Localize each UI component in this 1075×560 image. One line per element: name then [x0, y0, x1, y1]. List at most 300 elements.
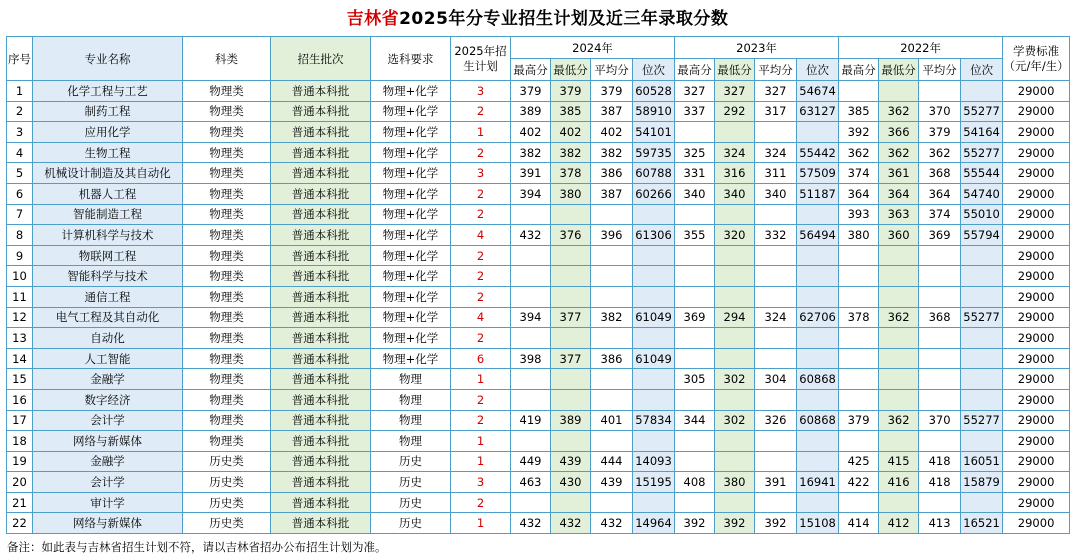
row-y24-rank: 61306	[633, 225, 675, 246]
row-major-name: 智能制造工程	[33, 204, 183, 225]
row-y23-rank: 51187	[797, 183, 839, 204]
row-y22-rank	[961, 492, 1003, 513]
row-plan: 1	[451, 513, 511, 534]
table-row	[7, 328, 1070, 349]
row-fee: 29000	[1003, 513, 1070, 534]
row-y22-avg: 362	[919, 142, 961, 163]
row-y22-rank: 54740	[961, 183, 1003, 204]
row-y24-rank: 15195	[633, 472, 675, 493]
row-y23-min: 292	[715, 101, 755, 122]
row-y23-min: 320	[715, 225, 755, 246]
row-requirement: 物理	[371, 389, 451, 410]
row-category: 历史类	[183, 492, 271, 513]
row-plan: 2	[451, 142, 511, 163]
row-y22-min: 412	[879, 513, 919, 534]
row-y23-rank: 63127	[797, 101, 839, 122]
row-y23-max	[675, 286, 715, 307]
title-province: 吉林省	[346, 9, 400, 29]
row-fee: 29000	[1003, 348, 1070, 369]
row-batch: 普通本科批	[271, 204, 371, 225]
row-y23-avg: 392	[755, 513, 797, 534]
row-y23-rank	[797, 328, 839, 349]
row-plan: 2	[451, 266, 511, 287]
row-category: 物理类	[183, 81, 271, 102]
row-batch: 普通本科批	[271, 81, 371, 102]
row-batch: 普通本科批	[271, 451, 371, 472]
row-y24-avg	[591, 328, 633, 349]
table-row	[7, 369, 1070, 390]
row-seq: 17	[7, 410, 33, 431]
row-y23-min	[715, 266, 755, 287]
row-requirement: 物理+化学	[371, 225, 451, 246]
row-y22-max: 422	[839, 472, 879, 493]
row-y24-min	[551, 369, 591, 390]
row-fee: 29000	[1003, 492, 1070, 513]
row-y23-max: 340	[675, 183, 715, 204]
row-y22-rank	[961, 245, 1003, 266]
row-plan: 1	[451, 451, 511, 472]
row-major-name: 机器人工程	[33, 183, 183, 204]
row-major-name: 通信工程	[33, 286, 183, 307]
header-2022-min: 最低分	[879, 59, 919, 81]
row-y22-max	[839, 328, 879, 349]
row-y23-avg: 391	[755, 472, 797, 493]
row-batch: 普通本科批	[271, 389, 371, 410]
table-row	[7, 225, 1070, 246]
row-y24-avg: 386	[591, 348, 633, 369]
header-2023-min: 最低分	[715, 59, 755, 81]
row-y23-avg: 327	[755, 81, 797, 102]
row-category: 历史类	[183, 472, 271, 493]
row-y23-max	[675, 348, 715, 369]
table-row	[7, 451, 1070, 472]
table-row	[7, 163, 1070, 184]
row-y24-max	[511, 328, 551, 349]
row-requirement: 物理+化学	[371, 142, 451, 163]
row-y22-avg	[919, 348, 961, 369]
table-row	[7, 389, 1070, 410]
header-category: 科类	[183, 37, 271, 81]
row-requirement: 物理+化学	[371, 204, 451, 225]
header-requirement: 选科要求	[371, 37, 451, 81]
row-y24-avg: 444	[591, 451, 633, 472]
row-y24-avg: 439	[591, 472, 633, 493]
row-y22-max	[839, 369, 879, 390]
row-major-name: 计算机科学与技术	[33, 225, 183, 246]
row-y23-max	[675, 328, 715, 349]
row-requirement: 历史	[371, 492, 451, 513]
row-y23-min	[715, 245, 755, 266]
table-row	[7, 307, 1070, 328]
row-y24-max: 389	[511, 101, 551, 122]
row-y23-avg: 332	[755, 225, 797, 246]
row-y23-avg	[755, 266, 797, 287]
row-y22-rank: 55010	[961, 204, 1003, 225]
row-y23-rank	[797, 286, 839, 307]
row-y23-max: 337	[675, 101, 715, 122]
row-fee: 29000	[1003, 183, 1070, 204]
row-y24-max	[511, 492, 551, 513]
header-2022-avg: 平均分	[919, 59, 961, 81]
row-y23-rank	[797, 122, 839, 143]
row-batch: 普通本科批	[271, 513, 371, 534]
row-y22-min: 362	[879, 410, 919, 431]
page-title	[0, 0, 1075, 36]
row-batch: 普通本科批	[271, 225, 371, 246]
header-fee: 学费标准（元/年/生）	[1003, 37, 1070, 81]
row-y22-rank: 16051	[961, 451, 1003, 472]
row-seq: 21	[7, 492, 33, 513]
row-fee: 29000	[1003, 472, 1070, 493]
row-requirement: 历史	[371, 451, 451, 472]
row-y23-avg	[755, 328, 797, 349]
row-y22-rank: 55794	[961, 225, 1003, 246]
row-category: 物理类	[183, 183, 271, 204]
row-y23-min	[715, 122, 755, 143]
header-row-1	[7, 37, 1070, 59]
row-y23-min	[715, 286, 755, 307]
row-y23-max: 344	[675, 410, 715, 431]
row-y23-rank	[797, 204, 839, 225]
row-y22-avg: 370	[919, 101, 961, 122]
row-y23-avg	[755, 245, 797, 266]
row-y24-max	[511, 266, 551, 287]
row-y23-rank: 57509	[797, 163, 839, 184]
row-batch: 普通本科批	[271, 348, 371, 369]
row-fee: 29000	[1003, 81, 1070, 102]
row-major-name: 数字经济	[33, 389, 183, 410]
row-y22-avg	[919, 245, 961, 266]
row-y23-max: 305	[675, 369, 715, 390]
row-y23-avg	[755, 389, 797, 410]
row-y23-max	[675, 245, 715, 266]
row-seq: 12	[7, 307, 33, 328]
row-fee: 29000	[1003, 204, 1070, 225]
row-y24-rank	[633, 492, 675, 513]
row-requirement: 物理+化学	[371, 183, 451, 204]
row-y23-avg: 324	[755, 307, 797, 328]
row-y23-avg: 324	[755, 142, 797, 163]
row-requirement: 历史	[371, 513, 451, 534]
row-plan: 3	[451, 163, 511, 184]
row-y22-rank	[961, 81, 1003, 102]
row-y23-avg	[755, 451, 797, 472]
row-y22-avg	[919, 266, 961, 287]
row-batch: 普通本科批	[271, 410, 371, 431]
row-y23-rank: 54674	[797, 81, 839, 102]
row-y24-min: 379	[551, 81, 591, 102]
row-plan: 2	[451, 328, 511, 349]
row-y22-max: 393	[839, 204, 879, 225]
row-y23-rank	[797, 245, 839, 266]
row-fee: 29000	[1003, 142, 1070, 163]
row-major-name: 化学工程与工艺	[33, 81, 183, 102]
row-plan: 2	[451, 286, 511, 307]
row-y22-avg: 369	[919, 225, 961, 246]
row-y24-max	[511, 369, 551, 390]
row-y24-rank: 60266	[633, 183, 675, 204]
row-plan: 3	[451, 81, 511, 102]
row-y23-min	[715, 204, 755, 225]
row-y23-min: 392	[715, 513, 755, 534]
row-plan: 2	[451, 204, 511, 225]
row-plan: 2	[451, 492, 511, 513]
row-y24-min: 378	[551, 163, 591, 184]
row-y23-avg	[755, 204, 797, 225]
row-y24-min	[551, 431, 591, 452]
header-2023: 2023年	[675, 37, 839, 59]
row-y22-min: 362	[879, 101, 919, 122]
row-y24-max	[511, 245, 551, 266]
header-2024-avg: 平均分	[591, 59, 633, 81]
row-y22-avg: 368	[919, 307, 961, 328]
header-2023-avg: 平均分	[755, 59, 797, 81]
row-y22-max: 385	[839, 101, 879, 122]
row-seq: 14	[7, 348, 33, 369]
header-2023-rank: 位次	[797, 59, 839, 81]
header-2024-max: 最高分	[511, 59, 551, 81]
row-y23-avg	[755, 348, 797, 369]
row-y24-rank: 59735	[633, 142, 675, 163]
row-plan: 4	[451, 225, 511, 246]
row-y24-min: 389	[551, 410, 591, 431]
row-y24-min: 377	[551, 307, 591, 328]
table-row	[7, 81, 1070, 102]
row-y23-rank: 55442	[797, 142, 839, 163]
row-seq: 5	[7, 163, 33, 184]
row-category: 物理类	[183, 266, 271, 287]
row-y22-rank	[961, 431, 1003, 452]
row-y23-min	[715, 451, 755, 472]
row-major-name: 智能科学与技术	[33, 266, 183, 287]
row-major-name: 网络与新媒体	[33, 513, 183, 534]
row-seq: 7	[7, 204, 33, 225]
row-y24-min	[551, 492, 591, 513]
row-y23-min: 302	[715, 410, 755, 431]
row-plan: 1	[451, 369, 511, 390]
row-y24-avg	[591, 369, 633, 390]
row-y24-avg	[591, 389, 633, 410]
row-y23-rank	[797, 348, 839, 369]
row-y22-min: 415	[879, 451, 919, 472]
row-y22-avg	[919, 389, 961, 410]
row-major-name: 人工智能	[33, 348, 183, 369]
row-plan: 2	[451, 183, 511, 204]
table-row	[7, 266, 1070, 287]
row-y24-min: 377	[551, 348, 591, 369]
row-category: 历史类	[183, 513, 271, 534]
row-y24-avg: 387	[591, 101, 633, 122]
row-plan: 4	[451, 307, 511, 328]
row-y24-rank: 58910	[633, 101, 675, 122]
row-y22-max	[839, 245, 879, 266]
table-row	[7, 410, 1070, 431]
row-y24-max: 432	[511, 513, 551, 534]
row-seq: 3	[7, 122, 33, 143]
row-y22-min: 362	[879, 307, 919, 328]
row-major-name: 电气工程及其自动化	[33, 307, 183, 328]
row-y22-min: 363	[879, 204, 919, 225]
row-y24-rank: 54101	[633, 122, 675, 143]
row-y24-avg	[591, 431, 633, 452]
row-y23-max	[675, 122, 715, 143]
row-y22-rank	[961, 389, 1003, 410]
row-fee: 29000	[1003, 163, 1070, 184]
row-y22-max: 374	[839, 163, 879, 184]
row-y24-max: 379	[511, 81, 551, 102]
row-y22-min: 361	[879, 163, 919, 184]
row-y24-avg: 396	[591, 225, 633, 246]
row-major-name: 自动化	[33, 328, 183, 349]
row-y24-avg	[591, 204, 633, 225]
row-y22-avg: 370	[919, 410, 961, 431]
row-y24-rank	[633, 245, 675, 266]
row-plan: 2	[451, 389, 511, 410]
table-body	[7, 81, 1070, 534]
row-category: 物理类	[183, 245, 271, 266]
row-fee: 29000	[1003, 389, 1070, 410]
row-y24-min	[551, 389, 591, 410]
row-y23-avg: 311	[755, 163, 797, 184]
row-y23-min: 324	[715, 142, 755, 163]
row-batch: 普通本科批	[271, 163, 371, 184]
row-batch: 普通本科批	[271, 369, 371, 390]
row-y24-max: 419	[511, 410, 551, 431]
row-seq: 16	[7, 389, 33, 410]
row-y22-avg: 379	[919, 122, 961, 143]
row-category: 物理类	[183, 389, 271, 410]
row-y22-max	[839, 266, 879, 287]
row-major-name: 金融学	[33, 451, 183, 472]
row-seq: 22	[7, 513, 33, 534]
row-y22-max	[839, 286, 879, 307]
row-y24-min	[551, 286, 591, 307]
row-y23-rank: 62706	[797, 307, 839, 328]
row-y23-rank: 60868	[797, 410, 839, 431]
row-y23-min	[715, 348, 755, 369]
row-y24-avg: 382	[591, 142, 633, 163]
row-fee: 29000	[1003, 431, 1070, 452]
row-seq: 19	[7, 451, 33, 472]
row-y22-avg: 418	[919, 451, 961, 472]
header-2022-max: 最高分	[839, 59, 879, 81]
row-y23-max: 355	[675, 225, 715, 246]
header-2022: 2022年	[839, 37, 1003, 59]
row-plan: 2	[451, 245, 511, 266]
row-plan: 2	[451, 101, 511, 122]
row-y24-min: 402	[551, 122, 591, 143]
row-y22-min: 366	[879, 122, 919, 143]
row-y23-max: 369	[675, 307, 715, 328]
row-requirement: 物理	[371, 431, 451, 452]
row-batch: 普通本科批	[271, 122, 371, 143]
row-y22-rank: 55544	[961, 163, 1003, 184]
row-y22-rank	[961, 348, 1003, 369]
row-y23-max	[675, 451, 715, 472]
row-requirement: 物理+化学	[371, 307, 451, 328]
row-y24-avg	[591, 245, 633, 266]
row-plan: 3	[451, 472, 511, 493]
row-y24-rank: 60788	[633, 163, 675, 184]
row-seq: 13	[7, 328, 33, 349]
row-y24-min: 432	[551, 513, 591, 534]
row-category: 物理类	[183, 348, 271, 369]
row-requirement: 物理+化学	[371, 163, 451, 184]
row-y23-min: 294	[715, 307, 755, 328]
row-seq: 9	[7, 245, 33, 266]
row-y24-min	[551, 266, 591, 287]
row-y22-rank: 55277	[961, 307, 1003, 328]
table-row	[7, 472, 1070, 493]
row-y24-max: 382	[511, 142, 551, 163]
row-y23-max: 325	[675, 142, 715, 163]
row-y22-min	[879, 348, 919, 369]
row-y22-max: 378	[839, 307, 879, 328]
header-name: 专业名称	[33, 37, 183, 81]
row-y23-rank: 56494	[797, 225, 839, 246]
row-seq: 10	[7, 266, 33, 287]
row-y22-rank: 55277	[961, 410, 1003, 431]
row-y24-min	[551, 328, 591, 349]
row-fee: 29000	[1003, 266, 1070, 287]
row-requirement: 物理+化学	[371, 245, 451, 266]
row-category: 物理类	[183, 101, 271, 122]
row-y22-rank	[961, 328, 1003, 349]
row-y23-min	[715, 492, 755, 513]
row-y24-max: 398	[511, 348, 551, 369]
row-y22-max: 392	[839, 122, 879, 143]
row-y23-max	[675, 389, 715, 410]
row-category: 物理类	[183, 204, 271, 225]
header-2023-max: 最高分	[675, 59, 715, 81]
row-category: 历史类	[183, 451, 271, 472]
row-seq: 18	[7, 431, 33, 452]
row-y24-max: 463	[511, 472, 551, 493]
row-fee: 29000	[1003, 369, 1070, 390]
row-fee: 29000	[1003, 307, 1070, 328]
row-y22-avg	[919, 492, 961, 513]
row-y24-avg: 432	[591, 513, 633, 534]
row-category: 物理类	[183, 369, 271, 390]
row-y24-max	[511, 389, 551, 410]
row-major-name: 制药工程	[33, 101, 183, 122]
row-y23-min: 327	[715, 81, 755, 102]
row-y23-rank	[797, 266, 839, 287]
row-y22-avg: 418	[919, 472, 961, 493]
row-category: 物理类	[183, 410, 271, 431]
row-y22-min: 362	[879, 142, 919, 163]
row-fee: 29000	[1003, 225, 1070, 246]
row-plan: 1	[451, 431, 511, 452]
row-y22-min	[879, 369, 919, 390]
row-y24-rank: 61049	[633, 348, 675, 369]
table-row	[7, 492, 1070, 513]
row-y22-avg: 368	[919, 163, 961, 184]
table-row	[7, 122, 1070, 143]
row-y23-avg: 340	[755, 183, 797, 204]
row-y22-min	[879, 492, 919, 513]
row-requirement: 物理+化学	[371, 328, 451, 349]
table-row	[7, 101, 1070, 122]
footnote: 备注：如此表与吉林省招生计划不符，请以吉林省招办公布招生计划为准。	[7, 540, 387, 554]
row-y22-max: 364	[839, 183, 879, 204]
row-y24-min: 439	[551, 451, 591, 472]
row-y24-rank: 14093	[633, 451, 675, 472]
row-y23-min	[715, 328, 755, 349]
row-y24-min	[551, 245, 591, 266]
row-y22-max	[839, 431, 879, 452]
row-seq: 15	[7, 369, 33, 390]
